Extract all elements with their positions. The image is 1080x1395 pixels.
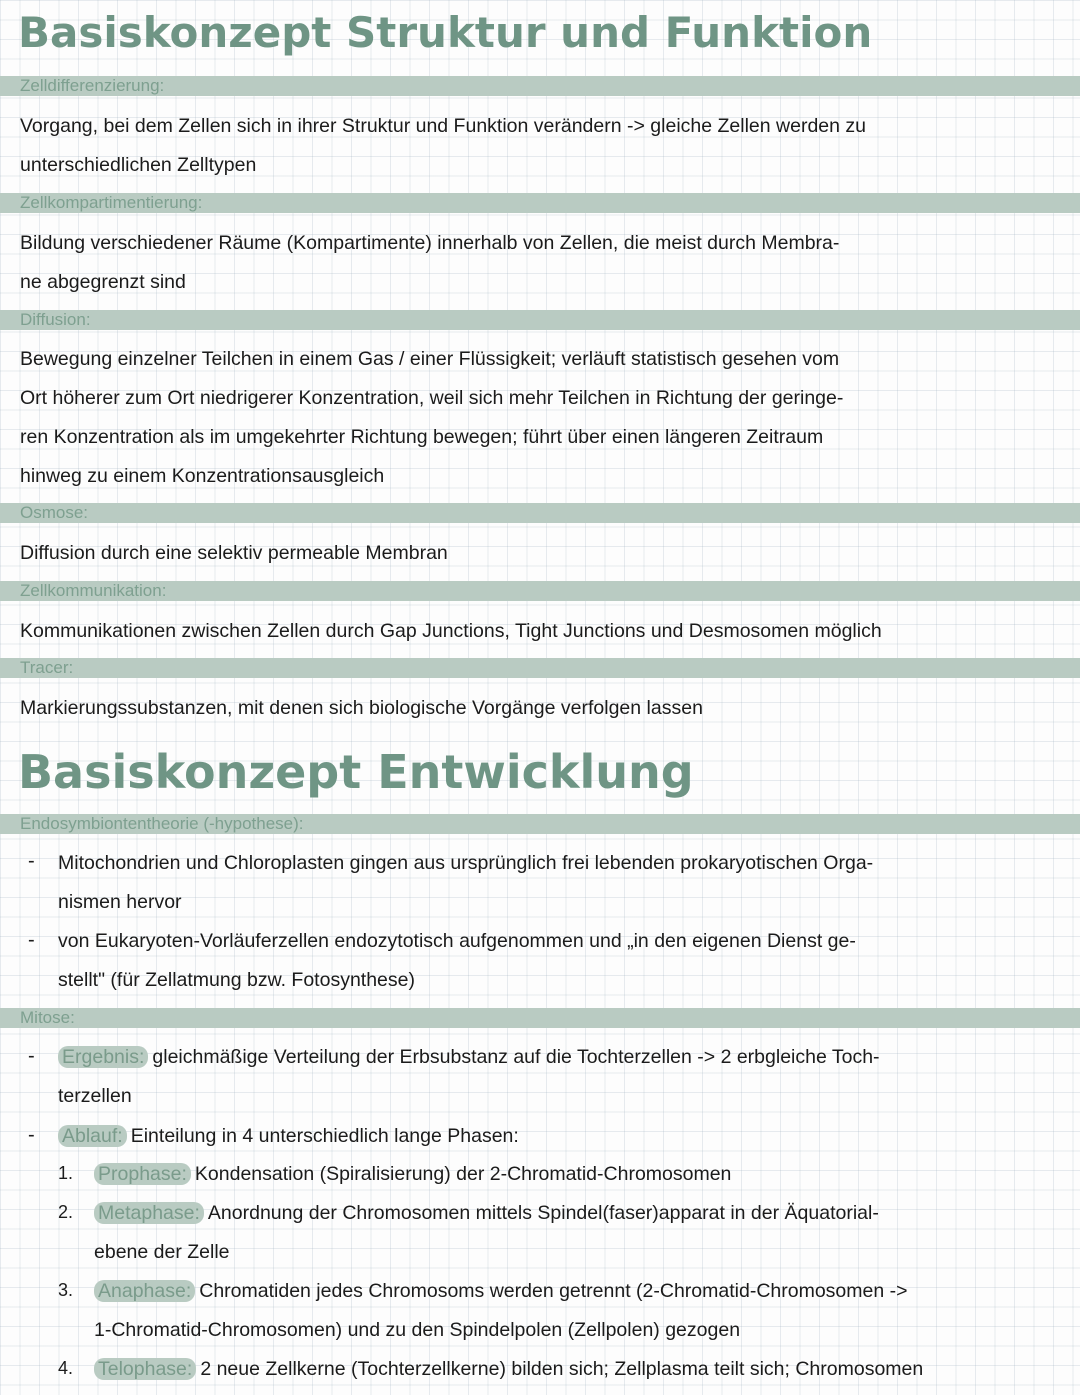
term-label: Mitose: (20, 1008, 75, 1027)
section-title-entwicklung: Basiskonzept Entwicklung (18, 745, 694, 799)
definition-line: Markierungssubstanzen, mit denen sich biologische Vorgänge verfolgen lassen (20, 697, 703, 719)
bullet-line-ergebnis (58, 1038, 880, 1077)
phase-line-telophase (94, 1350, 923, 1389)
term-band-zellkompartimentierung (0, 193, 1080, 213)
section-title-struktur-funktion: Basiskonzept Struktur und Funktion (18, 8, 873, 57)
bullet-dash: - (28, 850, 35, 872)
bullet-line: stellt" (für Zellatmung bzw. Fotosynthese) (58, 969, 415, 991)
term-band-zelldifferenzierung (0, 76, 1080, 96)
phase-number: 4. (58, 1358, 74, 1378)
term-label: Diffusion: (20, 310, 91, 329)
term-band-endosymbiontentheorie (0, 814, 1080, 834)
definition-line: Kommunikationen zwischen Zellen durch Gap Junctions, Tight Junctions und Desmosomen möglich (20, 620, 882, 642)
highlight-key: Prophase: (94, 1163, 191, 1185)
phase-text: Kondensation (Spiralisierung) der 2-Chromatid-Chromosomen (194, 1163, 732, 1185)
term-label: Zelldifferenzierung: (20, 76, 165, 95)
bullet-line: terzellen (58, 1085, 132, 1107)
term-band-mitose (0, 1008, 1080, 1028)
bullet-text: gleichmäßige Verteilung der Erbsubstanz auf die Tochterzellen -> 2 erbgleiche Toch- (152, 1046, 880, 1068)
definition-line: ren Konzentration als im umgekehrter Richtung bewegen; führt über einen längeren Zeitraum (20, 426, 824, 448)
phase-text: 2 neue Zellkerne (Tochterzellkerne) bilden sich; Zellplasma teilt sich; Chromosomen (200, 1358, 924, 1380)
phase-text: Chromatiden jedes Chromosoms werden getrennt (2-Chromatid-Chromosomen -> (199, 1280, 908, 1302)
phase-line-anaphase (94, 1272, 908, 1311)
bullet-line: von Eukaryoten-Vorläuferzellen endozytotisch aufgenommen und „in den eigenen Dienst ge- (58, 930, 856, 952)
term-label: Tracer: (20, 658, 74, 677)
highlight-key: Metaphase: (94, 1202, 204, 1224)
highlight-key: Ablauf: (58, 1125, 127, 1147)
definition-line: unterschiedlichen Zelltypen (20, 154, 257, 176)
definition-line: ne abgegrenzt sind (20, 271, 186, 293)
bullet-line: nismen hervor (58, 891, 182, 913)
definition-line: Bildung verschiedener Räume (Kompartimente) innerhalb von Zellen, die meist durch Membra- (20, 232, 840, 254)
bullet-dash: - (28, 929, 35, 951)
definition-line: hinweg zu einem Konzentrationsausgleich (20, 465, 385, 487)
bullet-line: Mitochondrien und Chloroplasten gingen aus ursprünglich frei lebenden prokaryotischen Orga- (58, 852, 874, 874)
term-label: Zellkommunikation: (20, 581, 167, 600)
phase-number: 2. (58, 1202, 74, 1222)
phase-line-metaphase (94, 1194, 879, 1233)
definition-line: Vorgang, bei dem Zellen sich in ihrer Struktur und Funktion verändern -> gleiche Zellen werden zu (20, 115, 867, 137)
bullet-text: Einteilung in 4 unterschiedlich lange Phasen: (130, 1125, 519, 1147)
term-label: Zellkompartimentierung: (20, 193, 203, 212)
definition-line: Ort höherer zum Ort niedrigerer Konzentration, weil sich mehr Teilchen in Richtung der geringe- (20, 387, 844, 409)
highlight-key: Telophase: (94, 1358, 196, 1380)
phase-number: 3. (58, 1280, 74, 1300)
definition-line: Bewegung einzelner Teilchen in einem Gas / einer Flüssigkeit; verläuft statistisch gesehen vom (20, 348, 840, 370)
phase-line: ebene der Zelle (94, 1241, 230, 1263)
bullet-line-ablauf (58, 1117, 519, 1156)
phase-line: 1-Chromatid-Chromosomen) und zu den Spindelpolen (Zellpolen) gezogen (94, 1319, 741, 1341)
term-band-zellkommunikation (0, 581, 1080, 601)
bullet-dash: - (28, 1045, 35, 1067)
definition-line: Diffusion durch eine selektiv permeable Membran (20, 542, 448, 564)
term-band-osmose (0, 503, 1080, 523)
highlight-key: Anaphase: (94, 1280, 195, 1302)
term-band-tracer (0, 658, 1080, 678)
phase-line-prophase (94, 1155, 731, 1194)
phase-number: 1. (58, 1163, 74, 1183)
bullet-dash: - (28, 1124, 35, 1146)
term-label: Osmose: (20, 503, 89, 522)
term-label: Endosymbiontentheorie (-hypothese): (20, 814, 304, 833)
phase-text: Anordnung der Chromosomen mittels Spindel(faser)apparat in der Äquatorial- (207, 1202, 879, 1224)
highlight-key: Ergebnis: (58, 1046, 148, 1068)
term-band-diffusion (0, 310, 1080, 330)
